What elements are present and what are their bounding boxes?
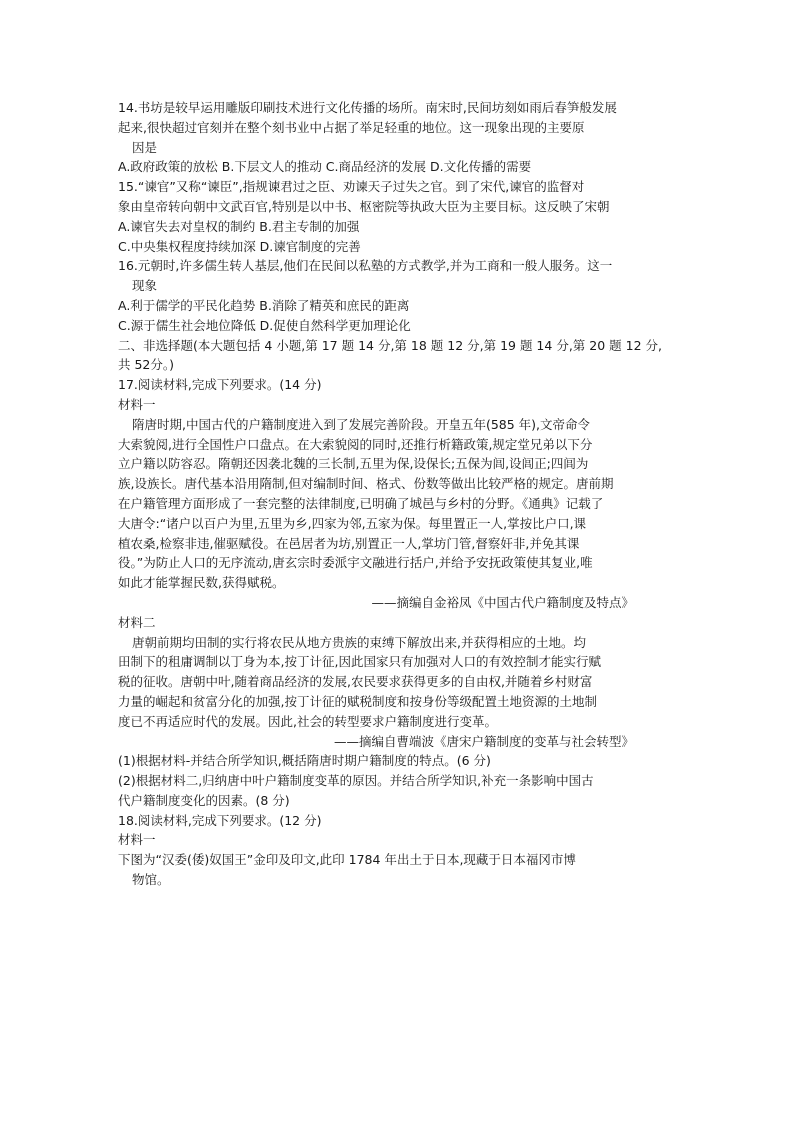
text-line: 下图为“汉委(倭)奴国王”金印及印文,此印 1784 年出土于日本,现藏于日本福冈市博: [118, 852, 576, 868]
text-line: 役。”为防止人口的无序流动,唐玄宗时委派宇文融进行括户,并给予安抚政策使其复业,唯: [118, 555, 593, 571]
text-line: 15.“谏官”又称“谏臣”,指规谏君过之臣、劝谏天子过失之官。到了宋代,谏官的监督对: [118, 179, 585, 195]
text-line: (1)根据材料-并结合所学知识,概括隋唐时期户籍制度的特点。(6 分): [118, 753, 491, 769]
text-line: 植农桑,检察非违,催驱赋役。在邑居者为坊,别置正一人,掌坊门管,督察奸非,并免其课: [118, 535, 580, 551]
text-line: 大唐令:“诸户以百户为里,五里为乡,四家为邻,五家为保。每里置正一人,掌按比户口,课: [118, 515, 587, 531]
text-line: A.政府政策的放松 B.下层文人的推动 C.商品经济的发展 D.文化传播的需要: [118, 159, 532, 175]
text-line: 大索貌阅,进行全国性户口盘点。在大索貌阅的同时,还推行析籍政策,规定堂兄弟以下分: [118, 436, 593, 452]
text-line: 隋唐时期,中国古代的户籍制度进入到了发展完善阶段。开皇五年(585 年),文帝命令: [132, 416, 591, 432]
text-line: 起来,很快超过官刻并在整个刻书业中占据了举足轻重的地位。这一现象出现的主要原: [118, 119, 585, 135]
text-line: 材料一: [118, 396, 156, 412]
text-line: ——摘编自曹端波《唐宋户籍制度的变革与社会转型》: [333, 733, 634, 749]
text-line: 16.元朝时,许多儒生转人基层,他们在民间以私塾的方式教学,并为工商和一般人服务。这一: [118, 258, 613, 274]
text-line: C.源于儒生社会地位降低 D.促使自然科学更加理论化: [118, 317, 411, 333]
text-line: 在户籍管理方面形成了一套完整的法律制度,已明确了城邑与乡村的分野。《通典》记载了: [118, 495, 604, 511]
text-line: (2)根据材料二,归纳唐中叶户籍制度变革的原因。并结合所学知识,补充一条影响中国古: [118, 773, 594, 789]
text-line: 14.书坊是较早运用雕版印刷技术进行文化传播的场所。南宋时,民间坊刻如雨后春笋般发展: [118, 100, 617, 115]
text-line: 如此才能掌握民数,获得赋税。: [118, 575, 285, 591]
text-lines: [118, 98, 678, 890]
text-line: 材料二: [118, 614, 156, 630]
text-line: 力量的崛起和贫富分化的加强,按丁计征的赋税制度和按身份等级配置土地资源的土地制: [118, 693, 597, 709]
text-line: 18.阅读材料,完成下列要求。(12 分): [118, 812, 322, 828]
text-line: 物馆。: [132, 872, 170, 888]
text-line: 田制下的租庸调制以丁身为本,按丁计征,因此国家只有加强对人口的有效控制才能实行赋: [118, 654, 601, 670]
text-line: 材料一: [118, 832, 156, 848]
text-line: 象由皇帝转向朝中文武百官,特别是以中书、枢密院等执政大臣为主要目标。这反映了宋朝: [118, 198, 610, 214]
text-line: 税的征收。唐朝中叶,随着商品经济的发展,农民要求获得更多的自由权,并随着乡村财富: [118, 674, 593, 690]
text-line: 现象: [132, 278, 158, 294]
text-line: 17.阅读材料,完成下列要求。(14 分): [118, 377, 322, 393]
text-line: ——摘编自金裕凤《中国古代户籍制度及特点》: [371, 594, 634, 610]
text-line: 唐朝前期均田制的实行将农民从地方贵族的束缚下解放出来,并获得相应的土地。均: [132, 634, 586, 650]
text-line: 族,设族长。唐代基本沿用隋制,但对编制时间、格式、份数等做出比较严格的规定。唐前期: [118, 476, 614, 492]
text-line: 共 52分。): [118, 357, 175, 373]
text-line: 立户籍以防容忍。隋朝还因袭北魏的三长制,五里为保,设保长;五保为闾,设闾正;四闾为: [118, 456, 589, 472]
text-line: 二、非选择题(本大题包括 4 小题,第 17 题 14 分,第 18 题 12 分,第 19 题 14 分,第 20 题 12 分,: [118, 337, 662, 353]
exam-page-body: [118, 98, 678, 890]
text-line: 度已不再适应时代的发展。因此,社会的转型要求户籍制度进行变革。: [118, 713, 497, 729]
text-line: A.利于儒学的平民化趋势 B.消除了精英和庶民的距离: [118, 297, 410, 313]
text-line: C.中央集权程度持续加深 D.谏官制度的完善: [118, 238, 361, 254]
text-line: 因是: [132, 139, 158, 155]
text-line: A.谏官失去对皇权的制约 B.君主专制的加强: [118, 218, 360, 234]
text-line: 代户籍制度变化的因素。(8 分): [118, 792, 290, 808]
